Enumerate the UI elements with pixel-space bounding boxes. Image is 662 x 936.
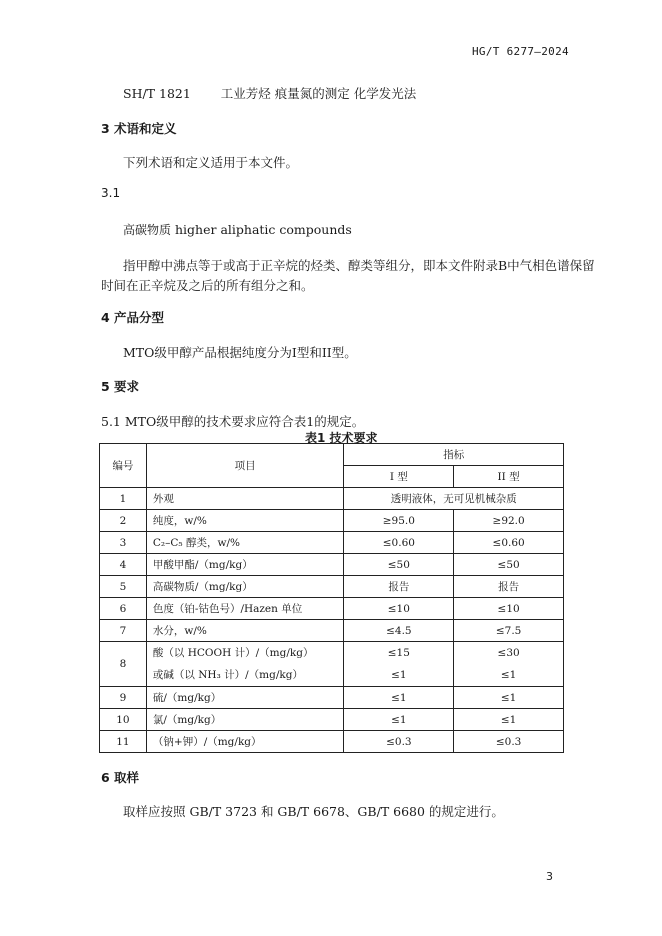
cell-no: 8 — [100, 642, 147, 687]
cell-type-1: ≤10 — [344, 598, 454, 620]
header-type-2: II 型 — [454, 466, 564, 488]
header-no: 编号 — [100, 444, 147, 488]
table-row — [100, 488, 564, 510]
reference-code: SH/T 1821 — [123, 86, 191, 101]
cell-type-1: 报告 — [344, 576, 454, 598]
cell-item — [146, 642, 344, 687]
table-caption: 表1 技术要求 — [305, 431, 378, 445]
section-6-heading: 6 取样 — [101, 770, 140, 785]
cell-no: 10 — [100, 709, 147, 731]
table-header-row — [100, 444, 564, 466]
cell-merged-value: 透明液体，无可见机械杂质 — [344, 488, 564, 510]
section-5-1-text: 5.1 MTO级甲醇的技术要求应符合表1的规定。 — [101, 414, 365, 429]
table-row — [100, 687, 564, 709]
cell-item-acid: 酸（以 HCOOH 计）/（mg/kg） — [152, 647, 314, 659]
cell-item-base: 或碱（以 NH₃ 计）/（mg/kg） — [152, 669, 303, 681]
cell-item: 甲酸甲酯/（mg/kg） — [146, 554, 344, 576]
cell-no: 4 — [100, 554, 147, 576]
cell-type-1-base: ≤1 — [391, 669, 407, 681]
cell-type-1: ≥95.0 — [344, 510, 454, 532]
cell-type-2: ≤50 — [454, 554, 564, 576]
cell-no: 11 — [100, 731, 147, 753]
definition-line-2: 时间在正辛烷及之后的所有组分之和。 — [101, 278, 314, 293]
cell-item: 硫/（mg/kg） — [146, 687, 344, 709]
cell-type-1: ≤0.3 — [344, 731, 454, 753]
cell-no: 1 — [100, 488, 147, 510]
cell-type-1-acid: ≤15 — [387, 647, 410, 659]
cell-type-2: 报告 — [454, 576, 564, 598]
reference-line — [123, 84, 416, 102]
cell-item: 水分，w/% — [146, 620, 344, 642]
requirements-table — [99, 443, 564, 753]
table-row — [100, 554, 564, 576]
term-chinese: 高碳物质 — [123, 223, 172, 237]
cell-item: C₂–C₅ 醇类，w/% — [146, 532, 344, 554]
section-4-heading: 4 产品分型 — [101, 310, 165, 325]
cell-item: 外观 — [146, 488, 344, 510]
cell-item: 高碳物质/（mg/kg） — [146, 576, 344, 598]
cell-type-1: ≤1 — [344, 709, 454, 731]
cell-type-1: ≤1 — [344, 687, 454, 709]
cell-item: 色度（铂-钴色号）/Hazen 单位 — [146, 598, 344, 620]
cell-no: 2 — [100, 510, 147, 532]
section-3-intro: 下列术语和定义适用于本文件。 — [123, 155, 299, 170]
table-row — [100, 620, 564, 642]
cell-no: 6 — [100, 598, 147, 620]
cell-type-2: ≤7.5 — [454, 620, 564, 642]
section-5-heading: 5 要求 — [101, 379, 140, 394]
cell-type-1: ≤4.5 — [344, 620, 454, 642]
cell-type-2-acid: ≤30 — [497, 647, 520, 659]
table-row — [100, 709, 564, 731]
cell-no: 5 — [100, 576, 147, 598]
clause-3-1-number: 3.1 — [101, 186, 121, 200]
term-english: higher aliphatic compounds — [175, 222, 352, 237]
section-4-text: MTO级甲醇产品根据纯度分为I型和II型。 — [123, 345, 357, 360]
cell-type-2: ≤0.60 — [454, 532, 564, 554]
cell-type-2: ≥92.0 — [454, 510, 564, 532]
cell-no: 3 — [100, 532, 147, 554]
cell-type-2: ≤0.3 — [454, 731, 564, 753]
term-entry — [123, 221, 352, 238]
cell-type-1: ≤0.60 — [344, 532, 454, 554]
table-row — [100, 576, 564, 598]
cell-type-2: ≤10 — [454, 598, 564, 620]
header-item: 项目 — [146, 444, 344, 488]
header-type-1: I 型 — [344, 466, 454, 488]
standard-number: HG/T 6277—2024 — [472, 45, 569, 58]
cell-item: （钠+钾）/（mg/kg） — [146, 731, 344, 753]
cell-no: 9 — [100, 687, 147, 709]
table-row — [100, 642, 564, 687]
cell-type-2-base: ≤1 — [500, 669, 517, 681]
cell-type-2: ≤1 — [454, 687, 564, 709]
reference-title: 工业芳烃 痕量氮的测定 化学发光法 — [220, 86, 417, 101]
cell-type-2: ≤1 — [454, 709, 564, 731]
definition-line-1: 指甲醇中沸点等于或高于正辛烷的烃类、醇类等组分，即本文件附录B中气相色谱保留 — [123, 258, 595, 273]
table-row — [100, 598, 564, 620]
cell-item: 纯度，w/% — [146, 510, 344, 532]
header-index: 指标 — [344, 444, 564, 466]
table-row — [100, 731, 564, 753]
cell-type-2 — [454, 642, 564, 687]
page-number: 3 — [546, 870, 553, 883]
cell-type-1 — [344, 642, 454, 687]
cell-item: 氯/（mg/kg） — [146, 709, 344, 731]
table-row — [100, 532, 564, 554]
section-6-text: 取样应按照 GB/T 3723 和 GB/T 6678、GB/T 6680 的规定进行。 — [123, 804, 504, 819]
section-3-heading: 3 术语和定义 — [101, 121, 177, 136]
table-row — [100, 510, 564, 532]
cell-type-1: ≤50 — [344, 554, 454, 576]
cell-no: 7 — [100, 620, 147, 642]
